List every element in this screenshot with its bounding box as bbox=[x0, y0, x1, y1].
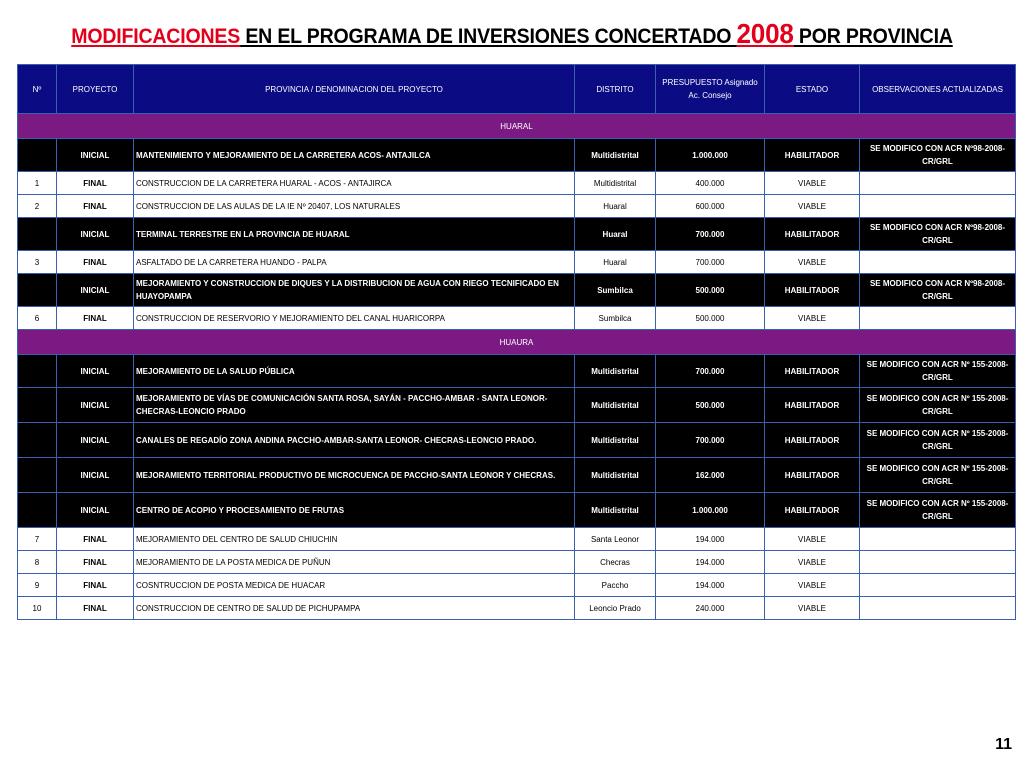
cell-proyecto: INICIAL bbox=[57, 458, 134, 493]
cell-distrito: Multidistrital bbox=[575, 355, 656, 388]
cell-num bbox=[18, 218, 57, 251]
cell-proyecto: INICIAL bbox=[57, 218, 134, 251]
cell-proyecto: FINAL bbox=[57, 251, 134, 274]
cell-num bbox=[18, 388, 57, 423]
page-title bbox=[36, 18, 988, 50]
cell-distrito: Multidistrital bbox=[575, 388, 656, 423]
cell-distrito: Huaral bbox=[575, 195, 656, 218]
cell-proyecto: INICIAL bbox=[57, 139, 134, 172]
cell-presupuesto: 1.000.000 bbox=[656, 139, 765, 172]
cell-nombre: MANTENIMIENTO Y MEJORAMIENTO DE LA CARRETERA ACOS- ANTAJILCA bbox=[134, 139, 575, 172]
final-project-row bbox=[18, 551, 1016, 574]
final-project-row bbox=[18, 172, 1016, 195]
page-number: 11 bbox=[995, 736, 1012, 753]
cell-estado: HABILITADOR bbox=[765, 423, 860, 458]
cell-num bbox=[18, 355, 57, 388]
header-num: Nº bbox=[18, 65, 57, 114]
cell-presupuesto: 700.000 bbox=[656, 423, 765, 458]
cell-presupuesto: 600.000 bbox=[656, 195, 765, 218]
cell-observaciones: SE MODIFICO CON ACR Nº98-2008-CR/GRL bbox=[860, 218, 1016, 251]
cell-observaciones bbox=[860, 528, 1016, 551]
cell-estado: HABILITADOR bbox=[765, 139, 860, 172]
cell-presupuesto: 240.000 bbox=[656, 597, 765, 620]
cell-distrito: Multidistrital bbox=[575, 493, 656, 528]
cell-num bbox=[18, 274, 57, 307]
cell-observaciones: SE MODIFICO CON ACR Nº98-2008-CR/GRL bbox=[860, 139, 1016, 172]
cell-num: 10 bbox=[18, 597, 57, 620]
cell-observaciones: SE MODIFICO CON ACR Nº 155-2008-CR/GRL bbox=[860, 493, 1016, 528]
cell-num: 9 bbox=[18, 574, 57, 597]
province-row bbox=[18, 114, 1016, 139]
cell-presupuesto: 500.000 bbox=[656, 274, 765, 307]
cell-proyecto: FINAL bbox=[57, 551, 134, 574]
cell-nombre: CONSTRUCCION DE LA CARRETERA HUARAL - ACOS - ANTAJIRCA bbox=[134, 172, 575, 195]
cell-nombre: ASFALTADO DE LA CARRETERA HUANDO - PALPA bbox=[134, 251, 575, 274]
cell-observaciones bbox=[860, 307, 1016, 330]
cell-proyecto: INICIAL bbox=[57, 423, 134, 458]
cell-estado: VIABLE bbox=[765, 597, 860, 620]
initial-project-row bbox=[18, 493, 1016, 528]
initial-project-row bbox=[18, 355, 1016, 388]
initial-project-row bbox=[18, 274, 1016, 307]
cell-estado: HABILITADOR bbox=[765, 218, 860, 251]
initial-project-row bbox=[18, 423, 1016, 458]
cell-num bbox=[18, 493, 57, 528]
cell-distrito: Checras bbox=[575, 551, 656, 574]
cell-nombre: MEJORAMIENTO DE LA POSTA MEDICA DE PUÑUN bbox=[134, 551, 575, 574]
cell-distrito: Huaral bbox=[575, 218, 656, 251]
province-row bbox=[18, 330, 1016, 355]
cell-presupuesto: 194.000 bbox=[656, 574, 765, 597]
cell-estado: HABILITADOR bbox=[765, 388, 860, 423]
cell-distrito: Sumbilca bbox=[575, 307, 656, 330]
cell-nombre: MEJORAMIENTO DEL CENTRO DE SALUD CHIUCHIN bbox=[134, 528, 575, 551]
cell-num bbox=[18, 458, 57, 493]
cell-distrito: Multidistrital bbox=[575, 458, 656, 493]
cell-observaciones bbox=[860, 172, 1016, 195]
cell-presupuesto: 400.000 bbox=[656, 172, 765, 195]
cell-proyecto: INICIAL bbox=[57, 355, 134, 388]
cell-proyecto: FINAL bbox=[57, 574, 134, 597]
cell-proyecto: INICIAL bbox=[57, 388, 134, 423]
cell-estado: VIABLE bbox=[765, 195, 860, 218]
cell-observaciones: SE MODIFICO CON ACR Nº 155-2008-CR/GRL bbox=[860, 458, 1016, 493]
cell-nombre: CENTRO DE ACOPIO Y PROCESAMIENTO DE FRUTAS bbox=[134, 493, 575, 528]
title-suffix: POR PROVINCIA bbox=[793, 25, 953, 48]
cell-observaciones bbox=[860, 574, 1016, 597]
header-denominacion: PROVINCIA / DENOMINACION DEL PROYECTO bbox=[134, 65, 575, 114]
table-header-row bbox=[18, 65, 1016, 114]
cell-proyecto: FINAL bbox=[57, 597, 134, 620]
cell-nombre: MEJORAMIENTO Y CONSTRUCCION DE DIQUES Y LA DISTRIBUCION DE AGUA CON RIEGO TECNIFICADO EN HUAYOPAMPA bbox=[134, 274, 575, 307]
cell-distrito: Multidistrital bbox=[575, 139, 656, 172]
cell-estado: VIABLE bbox=[765, 307, 860, 330]
final-project-row bbox=[18, 597, 1016, 620]
cell-num bbox=[18, 423, 57, 458]
cell-distrito: Multidistrital bbox=[575, 423, 656, 458]
cell-estado: VIABLE bbox=[765, 251, 860, 274]
header-presupuesto: PRESUPUESTO Asignado Ac. Consejo bbox=[656, 65, 765, 114]
cell-nombre: MEJORAMIENTO TERRITORIAL PRODUCTIVO DE MICROCUENCA DE PACCHO-SANTA LEONOR Y CHECRAS. bbox=[134, 458, 575, 493]
header-proyecto: PROYECTO bbox=[57, 65, 134, 114]
cell-estado: VIABLE bbox=[765, 172, 860, 195]
initial-project-row bbox=[18, 458, 1016, 493]
header-estado: ESTADO bbox=[765, 65, 860, 114]
cell-presupuesto: 194.000 bbox=[656, 551, 765, 574]
investment-table bbox=[17, 64, 1016, 620]
cell-estado: VIABLE bbox=[765, 574, 860, 597]
title-highlight: MODIFICACIONES bbox=[71, 25, 241, 48]
cell-proyecto: FINAL bbox=[57, 528, 134, 551]
cell-nombre: CANALES DE REGADÍO ZONA ANDINA PACCHO-AMBAR-SANTA LEONOR- CHECRAS-LEONCIO PRADO. bbox=[134, 423, 575, 458]
cell-num: 1 bbox=[18, 172, 57, 195]
cell-estado: VIABLE bbox=[765, 551, 860, 574]
cell-distrito: Huaral bbox=[575, 251, 656, 274]
cell-distrito: Santa Leonor bbox=[575, 528, 656, 551]
cell-estado: VIABLE bbox=[765, 528, 860, 551]
cell-estado: HABILITADOR bbox=[765, 274, 860, 307]
cell-observaciones bbox=[860, 251, 1016, 274]
cell-nombre: MEJORAMIENTO DE LA SALUD PÚBLICA bbox=[134, 355, 575, 388]
final-project-row bbox=[18, 574, 1016, 597]
cell-presupuesto: 194.000 bbox=[656, 528, 765, 551]
cell-nombre: MEJORAMIENTO DE VÍAS DE COMUNICACIÓN SANTA ROSA, SAYÁN - PACCHO-AMBAR - SANTA LEONOR-CHECRAS-LEONCIO PRADO bbox=[134, 388, 575, 423]
cell-observaciones: SE MODIFICO CON ACR Nº 155-2008-CR/GRL bbox=[860, 423, 1016, 458]
cell-proyecto: FINAL bbox=[57, 195, 134, 218]
cell-nombre: COSNTRUCCION DE POSTA MEDICA DE HUACAR bbox=[134, 574, 575, 597]
cell-proyecto: FINAL bbox=[57, 172, 134, 195]
table-body bbox=[18, 114, 1016, 620]
cell-nombre: TERMINAL TERRESTRE EN LA PROVINCIA DE HUARAL bbox=[134, 218, 575, 251]
cell-num bbox=[18, 139, 57, 172]
initial-project-row bbox=[18, 139, 1016, 172]
header-distrito: DISTRITO bbox=[575, 65, 656, 114]
cell-estado: HABILITADOR bbox=[765, 355, 860, 388]
cell-estado: HABILITADOR bbox=[765, 493, 860, 528]
cell-nombre: CONSTRUCCION DE RESERVORIO Y MEJORAMIENTO DEL CANAL HUARICORPA bbox=[134, 307, 575, 330]
cell-proyecto: FINAL bbox=[57, 307, 134, 330]
cell-nombre: CONSTRUCCION DE LAS AULAS DE LA IE Nº 20407, LOS NATURALES bbox=[134, 195, 575, 218]
cell-presupuesto: 1.000.000 bbox=[656, 493, 765, 528]
cell-num: 6 bbox=[18, 307, 57, 330]
cell-observaciones: SE MODIFICO CON ACR Nº 155-2008-CR/GRL bbox=[860, 355, 1016, 388]
cell-nombre: CONSTRUCCION DE CENTRO DE SALUD DE PICHUPAMPA bbox=[134, 597, 575, 620]
cell-presupuesto: 700.000 bbox=[656, 251, 765, 274]
cell-distrito: Multidistrital bbox=[575, 172, 656, 195]
final-project-row bbox=[18, 307, 1016, 330]
cell-observaciones bbox=[860, 195, 1016, 218]
final-project-row bbox=[18, 195, 1016, 218]
cell-num: 3 bbox=[18, 251, 57, 274]
cell-distrito: Paccho bbox=[575, 574, 656, 597]
cell-estado: HABILITADOR bbox=[765, 458, 860, 493]
cell-presupuesto: 500.000 bbox=[656, 307, 765, 330]
province-label: HUARAL bbox=[18, 114, 1016, 139]
cell-presupuesto: 162.000 bbox=[656, 458, 765, 493]
title-year: 2008 bbox=[736, 18, 794, 49]
final-project-row bbox=[18, 528, 1016, 551]
cell-distrito: Sumbilca bbox=[575, 274, 656, 307]
initial-project-row bbox=[18, 218, 1016, 251]
header-observaciones: OBSERVACIONES ACTUALIZADAS bbox=[860, 65, 1016, 114]
cell-presupuesto: 700.000 bbox=[656, 355, 765, 388]
cell-num: 2 bbox=[18, 195, 57, 218]
final-project-row bbox=[18, 251, 1016, 274]
province-label: HUAURA bbox=[18, 330, 1016, 355]
initial-project-row bbox=[18, 388, 1016, 423]
cell-proyecto: INICIAL bbox=[57, 274, 134, 307]
cell-num: 7 bbox=[18, 528, 57, 551]
cell-observaciones bbox=[860, 551, 1016, 574]
cell-observaciones: SE MODIFICO CON ACR Nº 155-2008-CR/GRL bbox=[860, 388, 1016, 423]
cell-presupuesto: 700.000 bbox=[656, 218, 765, 251]
title-main: EN EL PROGRAMA DE INVERSIONES CONCERTADO bbox=[240, 25, 737, 48]
cell-distrito: Leoncio Prado bbox=[575, 597, 656, 620]
cell-presupuesto: 500.000 bbox=[656, 388, 765, 423]
cell-num: 8 bbox=[18, 551, 57, 574]
cell-observaciones: SE MODIFICO CON ACR Nº98-2008-CR/GRL bbox=[860, 274, 1016, 307]
cell-proyecto: INICIAL bbox=[57, 493, 134, 528]
cell-observaciones bbox=[860, 597, 1016, 620]
